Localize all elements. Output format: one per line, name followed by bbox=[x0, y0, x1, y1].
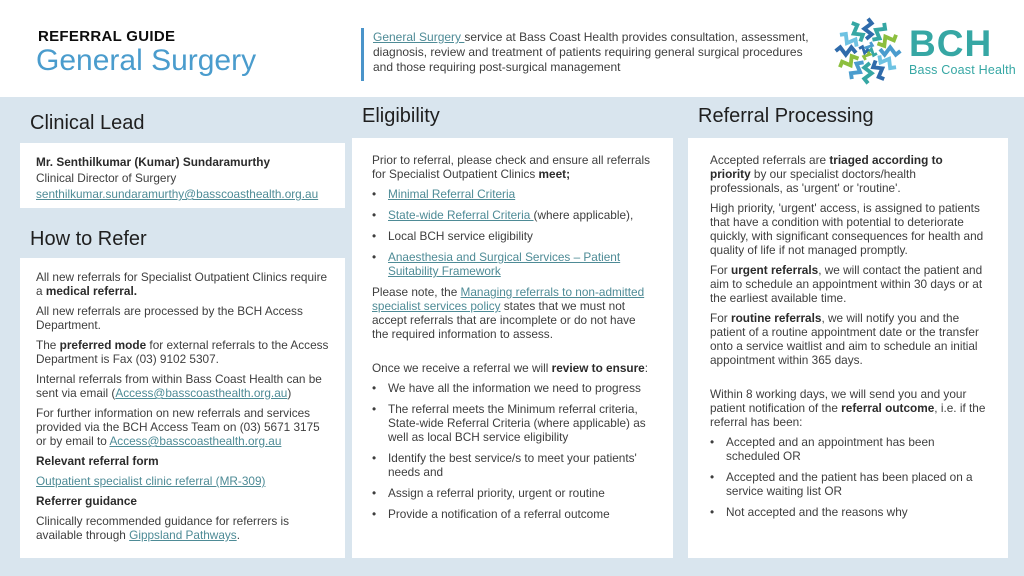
bullet-text: Provide a notification of a referral outcome bbox=[388, 507, 610, 521]
bullet-item bbox=[710, 435, 986, 463]
bullet-text: Local BCH service eligibility bbox=[388, 229, 533, 243]
bullet-text: Not accepted and the reasons why bbox=[726, 505, 908, 519]
access-email-link[interactable]: Access@basscoasthealth.org.au bbox=[109, 434, 282, 448]
anaesthesia-surgical-framework-link[interactable]: Anaesthesia and Surgical Services – Patient Suitability Framework bbox=[388, 250, 621, 278]
paragraph: For further information on new referrals and services provided via the BCH Access Team on (03) 5671 3175 or by email to Access@basscoasthealth.org.au bbox=[36, 406, 320, 448]
bullet-text: The referral meets the Minimum referral criteria, State-wide Referral Criteria (where applicable) as well as local BCH service eligibility bbox=[388, 402, 646, 444]
gippsland-pathways-link[interactable]: Gippsland Pathways bbox=[129, 528, 237, 542]
intro-text: service at Bass Coast Health provides consultation, assessment, diagnosis, review and treatment of patients requiring general surgical procedures and those requiring post-surgical management bbox=[373, 30, 809, 74]
heading-eligibility: Eligibility bbox=[362, 105, 440, 127]
bullet-item bbox=[372, 402, 653, 444]
paragraph: Internal referrals from within Bass Coast Health can be sent via email (Access@basscoasthealth.org.au) bbox=[36, 372, 322, 400]
bullet-item bbox=[710, 505, 986, 519]
bold-text: medical referral. bbox=[45, 284, 137, 298]
paragraph: For urgent referrals, we will contact the patient and aim to schedule an appointment within 30 days or at the earliest available time. bbox=[710, 263, 983, 305]
mr-309-referral-form-link[interactable]: Outpatient specialist clinic referral (MR-309) bbox=[36, 474, 266, 488]
bullet-text: Assign a referral priority, urgent or routine bbox=[388, 486, 605, 500]
bullet-text bbox=[388, 250, 653, 278]
paragraph bbox=[36, 474, 329, 488]
eligibility-card bbox=[352, 138, 673, 558]
heading-referral-processing: Referral Processing bbox=[698, 105, 874, 127]
bold-text: preferred mode bbox=[59, 338, 147, 352]
intro-paragraph bbox=[373, 30, 811, 74]
bullet-text bbox=[388, 187, 653, 201]
vertical-divider bbox=[361, 28, 364, 81]
paragraph: For routine referrals, we will notify you and the patient of a routine appointment date or the transfer onto a service waitlist and aim to schedule an initial appointment within 365 days. bbox=[710, 311, 979, 367]
bullet-item bbox=[372, 229, 653, 243]
bullet-dot: • bbox=[710, 470, 715, 484]
bullet-item bbox=[372, 507, 653, 521]
paragraph bbox=[36, 454, 329, 468]
paragraph: All new referrals for Specialist Outpatient Clinics require a medical referral. bbox=[36, 270, 328, 298]
bold-text: review to ensure bbox=[551, 361, 645, 375]
paragraph: Once we receive a referral we will review to ensure: bbox=[372, 361, 649, 375]
bullet-text: Identify the best service/s to meet your patients' needs and bbox=[388, 451, 637, 479]
bullet-text: We have all the information we need to progress bbox=[388, 381, 641, 395]
bullet-dot: • bbox=[372, 208, 377, 222]
bullet-item bbox=[372, 486, 653, 500]
bold-text: Referrer guidance bbox=[36, 494, 137, 508]
bullet-dot: • bbox=[372, 507, 377, 521]
bold-text: routine referrals bbox=[730, 311, 822, 325]
bullet-text: Accepted and the patient has been placed on a service waiting list OR bbox=[726, 470, 973, 498]
heading-clinical-lead: Clinical Lead bbox=[30, 112, 145, 134]
paragraph: Please note, the Managing referrals to non-admitted specialist services policy states that we must not accept referrals that are incomplete or do not have the required information to assess. bbox=[372, 285, 645, 341]
bch-globe-icon bbox=[831, 14, 905, 88]
bullet-item bbox=[372, 381, 653, 395]
bullet-item bbox=[372, 187, 653, 201]
bold-text: referral outcome bbox=[841, 401, 935, 415]
bullet-item bbox=[710, 470, 986, 498]
bullet-dot: • bbox=[372, 486, 377, 500]
bullet-item bbox=[372, 250, 653, 278]
general-surgery-service-link[interactable]: General Surgery bbox=[373, 30, 465, 44]
bullet-item bbox=[372, 451, 653, 479]
kicker-text: REFERRAL GUIDE bbox=[38, 28, 176, 45]
paragraph: All new referrals are processed by the BCH Access Department. bbox=[36, 304, 303, 332]
paragraph: High priority, 'urgent' access, is assigned to patients that have a condition with potential to deteriorate quickly, with significant consequences for health and quality of life if not managed promptly. bbox=[710, 201, 984, 257]
bold-text: urgent referrals bbox=[730, 263, 819, 277]
state-wide-referral-criteria-link[interactable]: State-wide Referral Criteria bbox=[388, 208, 534, 222]
paragraph: Clinically recommended guidance for referrers is available through Gippsland Pathways. bbox=[36, 514, 290, 542]
managing-referrals-policy-link[interactable]: Managing referrals to non-admitted specialist services policy bbox=[372, 285, 645, 313]
paragraph: The preferred mode for external referrals to the Access Department is Fax (03) 9102 5307. bbox=[36, 338, 329, 366]
bullet-text: State-wide Referral Criteria (where applicable), bbox=[388, 208, 634, 222]
bullet-dot: • bbox=[372, 229, 377, 243]
bold-text: Relevant referral form bbox=[36, 454, 159, 468]
clinical-lead-card bbox=[20, 143, 345, 208]
paragraph bbox=[36, 494, 329, 508]
how-to-refer-card bbox=[20, 258, 345, 558]
heading-how-to-refer: How to Refer bbox=[30, 228, 147, 250]
paragraph: Accepted referrals are triaged according to priority by our specialist doctors/health professionals, as 'urgent' or 'routine'. bbox=[710, 153, 943, 195]
logo-acronym: BCH bbox=[909, 23, 993, 64]
clinical-lead-role: Clinical Director of Surgery bbox=[36, 171, 177, 185]
bullet-dot: • bbox=[372, 187, 377, 201]
logo-name: Bass Coast Health bbox=[909, 63, 1016, 77]
page-title: General Surgery bbox=[36, 44, 257, 77]
bullet-dot: • bbox=[710, 505, 715, 519]
bullet-dot: • bbox=[372, 451, 377, 465]
bch-logo-text bbox=[909, 25, 1016, 77]
minimal-referral-criteria-link[interactable]: Minimal Referral Criteria bbox=[388, 187, 516, 201]
bold-text: triaged according to priority bbox=[710, 153, 943, 181]
bullet-dot: • bbox=[372, 402, 377, 416]
access-email-link[interactable]: Access@basscoasthealth.org.au bbox=[115, 386, 288, 400]
paragraph: Within 8 working days, we will send you and your patient notification of the referral outcome, i.e. if the referral has been: bbox=[710, 387, 986, 429]
clinical-lead-email-link[interactable]: senthilkumar.sundaramurthy@basscoasthealth.org.au bbox=[36, 187, 319, 201]
bullet-item bbox=[372, 208, 653, 222]
bch-logo bbox=[831, 14, 1016, 88]
bold-text: meet; bbox=[538, 167, 571, 181]
spacer bbox=[372, 347, 653, 361]
paragraph: Prior to referral, please check and ensure all referrals for Specialist Outpatient Clinics meet; bbox=[372, 153, 651, 181]
spacer bbox=[710, 373, 986, 387]
bullet-text: Accepted and an appointment has been scheduled OR bbox=[726, 435, 935, 463]
clinical-lead-name: Mr. Senthilkumar (Kumar) Sundaramurthy bbox=[36, 155, 271, 169]
bullet-dot: • bbox=[372, 381, 377, 395]
bullet-dot: • bbox=[372, 250, 377, 264]
bullet-dot: • bbox=[710, 435, 715, 449]
referral-processing-card bbox=[688, 138, 1008, 558]
